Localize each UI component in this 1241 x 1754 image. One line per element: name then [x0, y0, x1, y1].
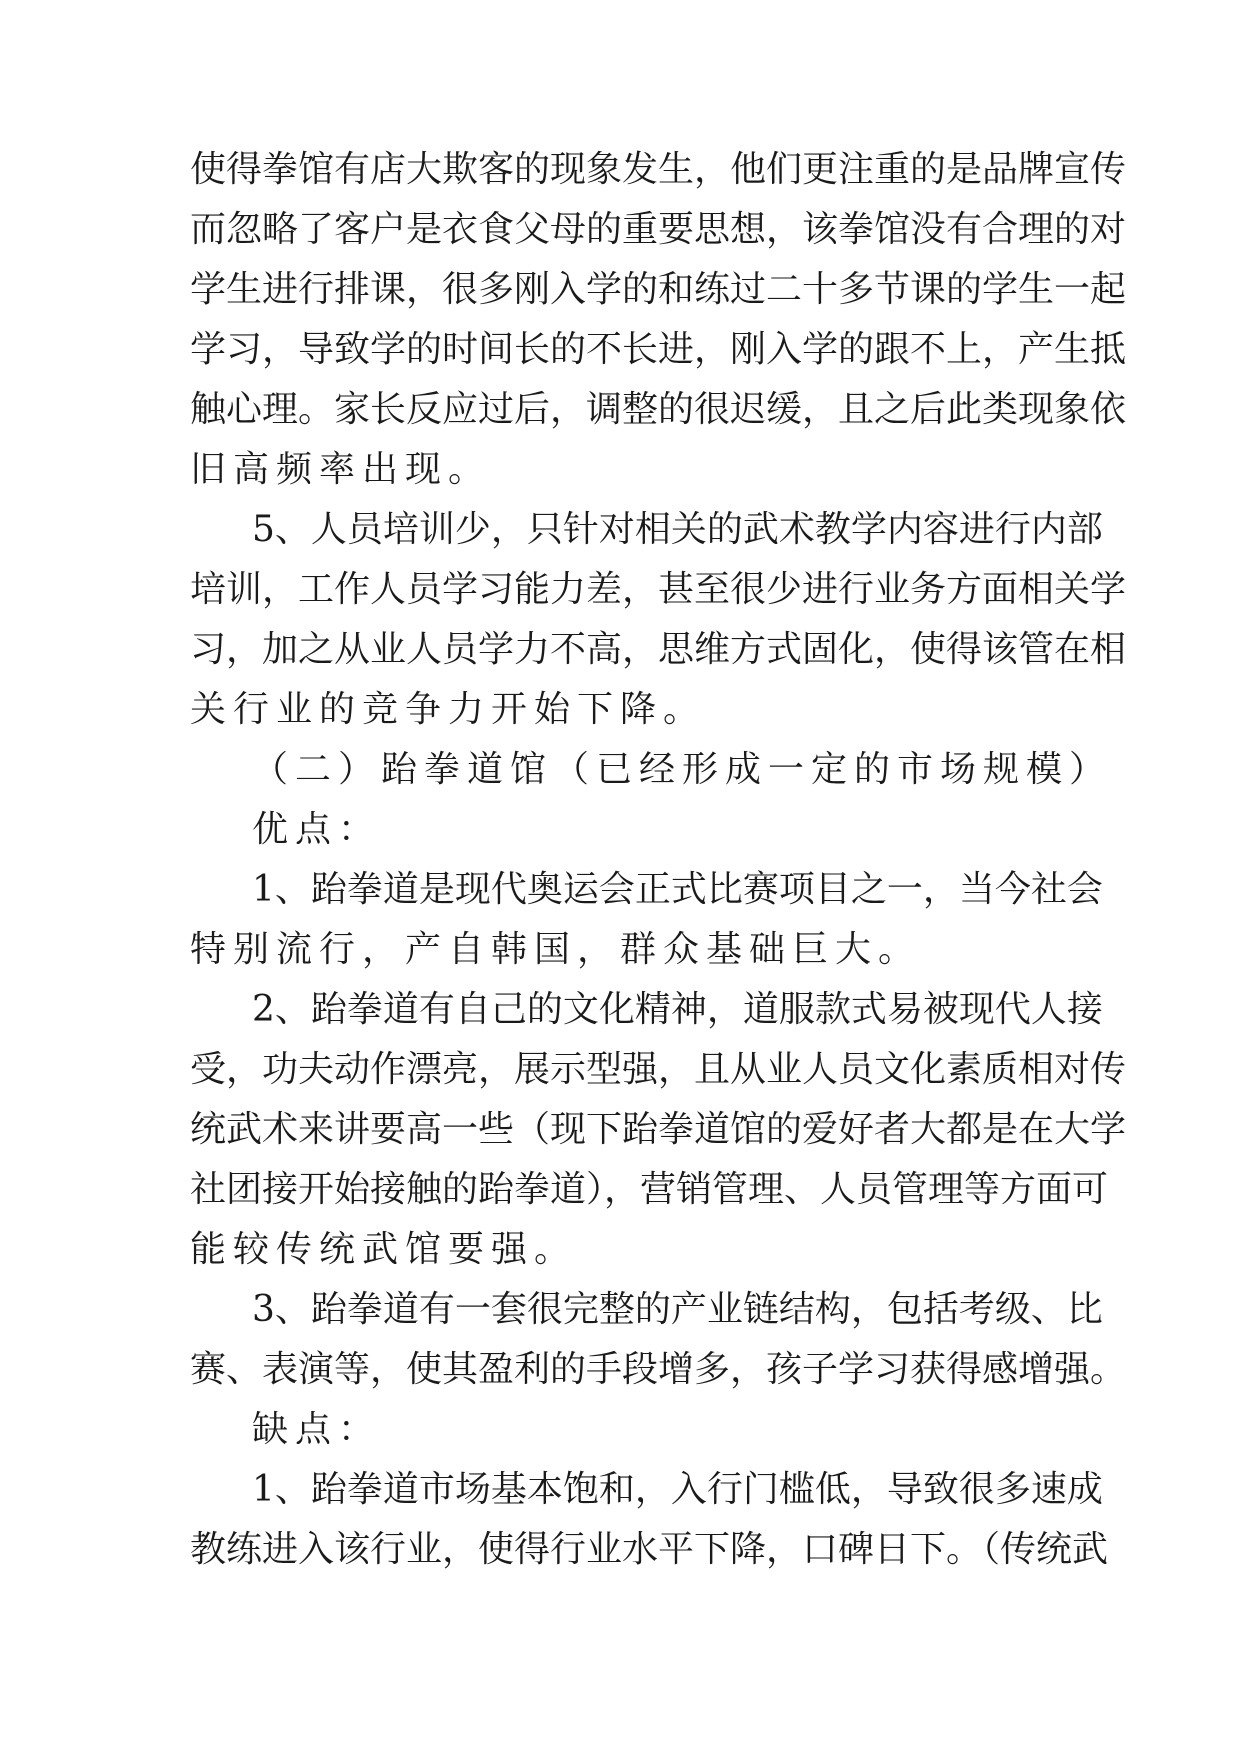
subheading-cons: 缺点： [252, 1409, 382, 1450]
section-heading: （二）跆拳道馆（已经形成一定的市场规模） [252, 749, 1113, 790]
text-line: 1、跆拳道市场基本饱和，入行门槛低，导致很多速成 [252, 1469, 1103, 1510]
text-line: 1、跆拳道是现代奥运会正式比赛项目之一，当今社会 [252, 869, 1103, 910]
text-line: 旧高频率出现。 [190, 449, 492, 490]
text-line: 能较传统武馆要强。 [190, 1229, 578, 1270]
text-line: 习，加之从业人员学力不高，思维方式固化，使得该管在相 [190, 629, 1127, 670]
text-line: 触心理。家长反应过后，调整的很迟缓，且之后此类现象依 [190, 389, 1127, 430]
text-line: 使得拳馆有店大欺客的现象发生，他们更注重的是品牌宣传 [190, 149, 1127, 190]
text-line: 3、跆拳道有一套很完整的产业链结构，包括考级、比 [252, 1289, 1103, 1330]
text-line: 而忽略了客户是衣食父母的重要思想，该拳馆没有合理的对 [190, 209, 1127, 250]
text-line: 教练进入该行业，使得行业水平下降，口碑日下。（传统武 [190, 1529, 1109, 1570]
subheading-pros: 优点： [252, 809, 382, 850]
text-line: 受，功夫动作漂亮，展示型强，且从业人员文化素质相对传 [190, 1049, 1127, 1090]
text-line: 赛、表演等，使其盈利的手段增多，孩子学习获得感增强。 [190, 1349, 1127, 1390]
text-line: 培训，工作人员学习能力差，甚至很少进行业务方面相关学 [190, 569, 1127, 610]
text-line: 统武术来讲要高一些（现下跆拳道馆的爱好者大都是在大学 [190, 1109, 1127, 1150]
text-line: 社团接开始接触的跆拳道），营销管理、人员管理等方面可 [190, 1169, 1109, 1210]
text-line: 2、跆拳道有自己的文化精神，道服款式易被现代人接 [252, 989, 1103, 1030]
text-line: 学生进行排课，很多刚入学的和练过二十多节课的学生一起 [190, 269, 1127, 310]
text-line: 5、人员培训少，只针对相关的武术教学内容进行内部 [252, 509, 1103, 550]
text-line: 特别流行，产自韩国，群众基础巨大。 [190, 929, 922, 970]
text-line: 关行业的竞争力开始下降。 [190, 689, 707, 730]
text-line: 学习，导致学的时间长的不长进，刚入学的跟不上，产生抵 [190, 329, 1127, 370]
